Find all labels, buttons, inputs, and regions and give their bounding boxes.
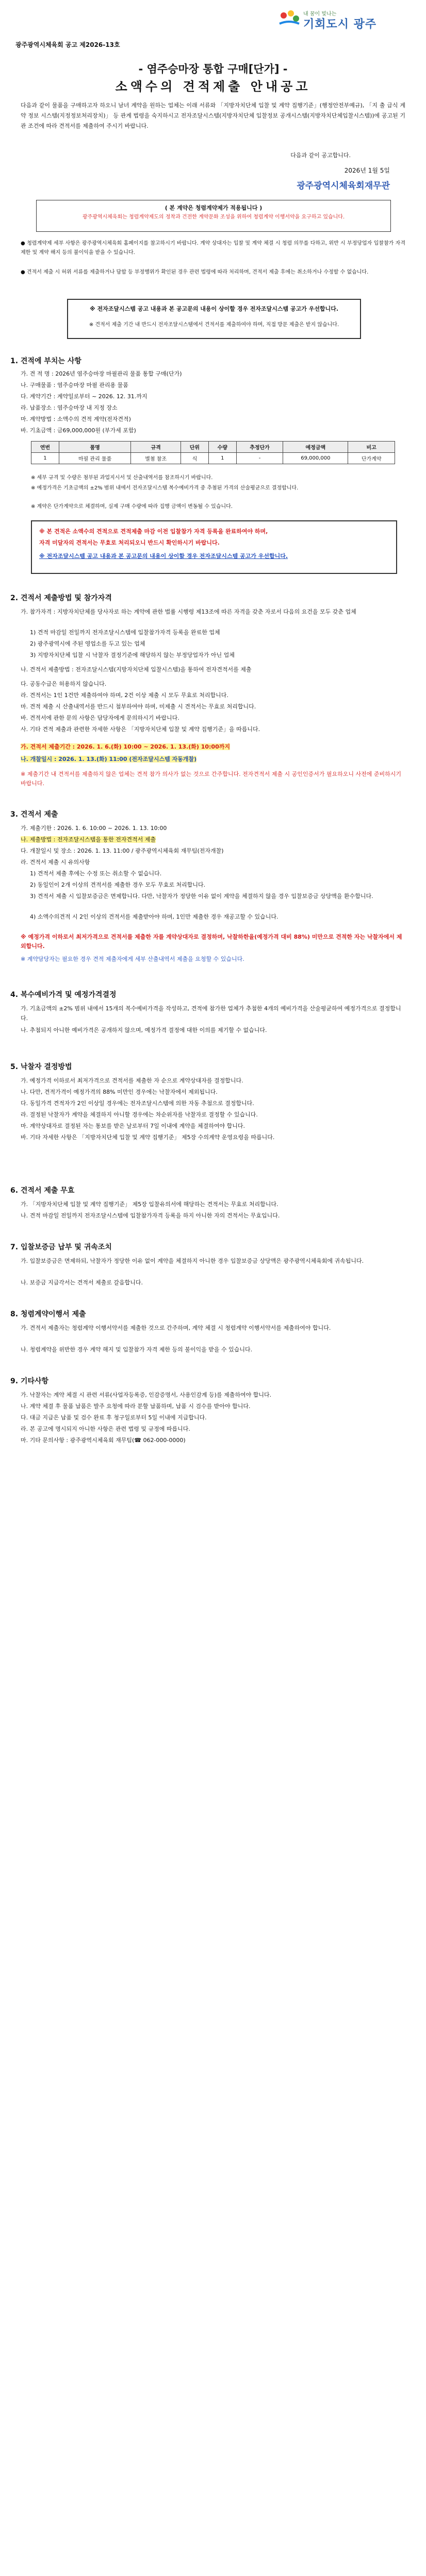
section-2-item: 3) 지방자치단체 입찰 시 낙찰자 결정기준에 해당하지 않는 부정당업자가 아닌 업체 [30,652,235,658]
section-6-item: 가. 「지방자치단체 입찰 및 계약 집행기준」 제5장 입찰유의서에 해당하는 견적서는 무효로 처리합니다. [21,1201,278,1208]
section-4-heading: 4. 복수예비가격 및 예정가격결정 [10,991,117,999]
contact-box [67,299,361,339]
table-header-cell: 규격 [131,442,181,453]
logo-text: 기회도시 광주 [303,18,377,31]
table-header-cell: 비고 [348,442,395,453]
section-7-item: 나. 보증금 지급각서는 견적서 제출로 갈음합니다. [21,1279,143,1286]
submission-period-text: 가. 견적서 제출기간 : 2026. 1. 6.(화) 10:00 ~ 2026. 1. 13.(화) 10:00까지 [21,743,230,750]
section-3-red-note: ※ 예정가격 이하로서 최저가격으로 견적서를 제출한 자를 계약상대자로 결정하며, 낙찰하한율(예정가격 대비 88%) 미만으로 견적한 자는 낙찰자에서 제외합니다. [21,934,402,950]
section-5-item: 바. 기타 자세한 사항은 「지방자치단체 입찰 및 계약 집행기준」 제5장 수의계약 운영요령을 따릅니다. [21,1134,275,1141]
section-2-item: 다. 공동수급은 허용하지 않습니다. [21,681,107,687]
intro-announce: 다음과 같이 공고합니다. [290,152,351,159]
section-5-item: 마. 계약상대자로 결정된 자는 통보를 받은 날로부터 7일 이내에 계약을 체결하여야 합니다. [21,1123,245,1129]
table-header-cell: 품명 [59,442,130,453]
section-6-item: 나. 견적 마감일 전일까지 전자조달시스템에 입찰참가자격 등록을 하지 아니한 자의 견적서는 무효입니다. [21,1212,280,1219]
table-cell: 1 [208,453,236,464]
warning-text-3: ※ 전자조달시스템 공고 내용과 본 공고문의 내용이 상이할 경우 전자조달시스템 공고가 우선합니다. [39,553,288,560]
section-3-item: 가. 제출기한 : 2026. 1. 6. 10:00 ~ 2026. 1. 13. 10:00 [21,825,167,832]
section-4-item: 나. 추첨되지 아니한 예비가격은 공개하지 않으며, 예정가격 결정에 대한 이의를 제기할 수 없습니다. [21,1027,267,1033]
section-2-item: 가. 참가자격 : 지방자치단체를 당사자로 하는 계약에 관한 법률 시행령 제13조에 따른 자격을 갖춘 자로서 다음의 요건을 모두 갖춘 업체 [21,608,356,615]
table-header-cell: 수량 [208,442,236,453]
section-5-item: 가. 예정가격 이하로서 최저가격으로 견적서를 제출한 자 순으로 계약상대자를 결정합니다. [21,1077,243,1084]
section-2-item: 나. 견적서 제출방법 : 전자조달시스템(지방자치단체 입찰시스템)을 통하여 전자견적서를 제출 [21,666,252,673]
table-header-cell: 예정금액 [283,442,348,453]
section-9-item: 나. 계약 체결 후 물품 납품은 발주 요청에 따라 분할 납품하며, 납품 시 검수를 받아야 합니다. [21,1403,251,1410]
section-3-blue-note: ※ 계약담당자는 필요한 경우 견적 제출자에게 세부 산출내역서 제출을 요청할 수 있습니다. [21,956,244,962]
section-3-item: 다. 개찰일시 및 장소 : 2026. 1. 13. 11:00 / 광주광역시체육회 재무팀(전자개찰) [21,848,224,854]
section-2-item: 2) 광주광역시에 주된 영업소를 두고 있는 업체 [30,640,145,647]
section-9-item: 다. 대금 지급은 납품 및 검수 완료 후 청구일로부터 5일 이내에 지급합니다. [21,1414,207,1421]
section-1-item: 라. 납품장소 : 염주승마장 내 지정 장소 [21,404,118,411]
section-3-item-text: 나. 제출방법 : 전자조달시스템을 통한 전자견적서 제출 [21,836,156,843]
section-1-heading: 1. 견적에 부치는 사항 [10,357,81,365]
section-1-item: 바. 기초금액 : 금69,000,000원 (부가세 포함) [21,427,136,434]
announce-date: 2026년 1월 5일 [344,167,390,174]
table-note: ※ 계약은 단가계약으로 체결하며, 실제 구매 수량에 따라 집행 금액이 변동될 수 있습니다. [31,504,233,510]
section-3-item: 1) 견적서 제출 후에는 수정 또는 취소할 수 없습니다. [30,870,162,877]
section-3-item [21,835,402,844]
section-8-item: 나. 청렴계약을 위반한 경우 계약 해지 및 입찰참가 자격 제한 등의 불이익을 받을 수 있습니다. [21,1346,253,1353]
submission-period [21,742,402,752]
document-number: 광주광역시체육회 공고 제2026-13호 [15,41,120,48]
contact-box-text-2: ※ 견적서 제출 기간 내 반드시 전자조달시스템에서 견적서를 제출하여야 하며, 직접 방문 제출은 받지 않습니다. [89,322,339,328]
section-9-item: 라. 본 공고에 명시되지 아니한 사항은 관련 법령 및 규정에 따릅니다. [21,1426,190,1432]
section-5-heading: 5. 낙찰자 결정방법 [10,1063,72,1071]
section-2-item: 사. 기타 견적 제출과 관련한 자세한 사항은 「지방자치단체 입찰 및 계약 집행기준」을 따릅니다. [21,726,260,733]
caution-text-1: ● 청렴계약제 세부 사항은 광주광역시체육회 홈페이지를 참고하시기 바랍니다. 계약 상대자는 입찰 및 계약 체결 시 청렴 의무를 다하고, 위반 시 부정당업자 입찰참가 자격 제한 및 계약 해지 등의 불이익을 받을 수 있습니다. [21,241,405,256]
section-6-heading: 6. 견적서 제출 무효 [10,1187,75,1195]
table-header-cell: 연번 [31,442,59,453]
section-2-item: 1) 견적 마감일 전일까지 전자조달시스템에 입찰참가자격 등록을 완료한 업체 [30,629,220,636]
page-title: 소액수의 견적제출 안내공고 [115,79,311,94]
issuing-org: 광주광역시체육회재무관 [297,181,390,191]
warning-text-1: ※ 본 견적은 소액수의 견적으로 견적제출 마감 이전 입찰참가 자격 등록을 완료하여야 하며, [39,528,268,535]
section-1-item: 가. 견 적 명 : 2026년 염주승마장 마필관리 물품 통합 구매(단가) [21,370,182,377]
item-table [31,441,395,464]
section-9-item: 마. 기타 문의사항 : 광주광역시체육회 재무팀(☎ 062-000-0000) [21,1437,186,1444]
page-subtitle: - 염주승마장 통합 구매[단가] - [138,63,288,75]
section-9-heading: 9. 기타사항 [10,1377,49,1385]
section-5-item: 다. 동일가격 견적자가 2인 이상일 경우에는 전자조달시스템에 의한 자동 추첨으로 결정합니다. [21,1100,254,1107]
section-8-item: 가. 견적서 제출자는 청렴계약 이행서약서를 제출한 것으로 간주하며, 계약 체결 시 청렴계약 이행서약서를 제출하여야 합니다. [21,1325,331,1331]
section-9-item: 가. 낙찰자는 계약 체결 시 관련 서류(사업자등록증, 인감증명서, 사용인감계 등)를 제출하여야 합니다. [21,1392,272,1398]
section-3-heading: 3. 견적서 제출 [10,810,58,819]
section-7-heading: 7. 입찰보증금 납부 및 귀속조치 [10,1243,112,1251]
table-header-cell: 추정단가 [236,442,283,453]
integrity-notice-text: 광주광역시체육회는 청렴계약제도의 정착과 건전한 계약문화 조성을 위하여 청렴계약 이행서약을 요구하고 있습니다. [82,214,345,220]
section-5-item: 나. 다만, 견적가격이 예정가격의 88% 미만인 경우에는 낙찰자에서 제외됩니다. [21,1089,218,1095]
section-4-item: 가. 기초금액의 ±2% 범위 내에서 15개의 복수예비가격을 작성하고, 견적에 참가한 업체가 추첨한 4개의 예비가격을 산술평균하여 예정가격으로 결정합니다. [21,1005,401,1022]
table-cell: 식 [181,453,208,464]
table-header-cell: 단위 [181,442,208,453]
logo-slogan: 내 꿈이 빛나는 [303,11,337,17]
section-1-item: 다. 계약기간 : 계약일로부터 ~ 2026. 12. 31.까지 [21,393,148,400]
section-3-item: 2) 동일인이 2개 이상의 견적서를 제출한 경우 모두 무효로 처리합니다. [30,882,206,888]
table-cell: 단가계약 [348,453,395,464]
warning-box [31,520,397,574]
section-2-heading: 2. 견적서 제출방법 및 참가자격 [10,594,112,602]
section-2-item: 마. 견적 제출 시 산출내역서를 반드시 첨부하여야 하며, 미제출 시 견적서는 무효로 처리합니다. [21,703,256,710]
city-logo-icon [276,8,301,29]
table-cell: - [236,453,283,464]
section-2-item: 바. 견적서에 관한 문의 사항은 담당자에게 문의하시기 바랍니다. [21,715,179,721]
city-logo [276,7,395,32]
section-3-item: 라. 견적서 제출 시 유의사항 [21,859,90,866]
section-7-item: 가. 입찰보증금은 면제하되, 낙찰자가 정당한 이유 없이 계약을 체결하지 아니한 경우 입찰보증금 상당액은 광주광역시체육회에 귀속됩니다. [21,1258,364,1264]
section-3-item: 4) 소액수의견적 시 2인 이상의 견적서를 제출받아야 하며, 1인만 제출한 경우 재공고할 수 있습니다. [30,913,278,920]
contact-box-text-1: ※ 전자조달시스템 공고 내용과 본 공고문의 내용이 상이할 경우 전자조달시스템 공고가 우선합니다. [89,306,339,312]
section-3-item: 3) 견적서 제출 시 입찰보증금은 면제합니다. 다만, 낙찰자가 정당한 이유 없이 계약을 체결하지 않을 경우 입찰보증금 상당액을 환수합니다. [30,893,373,900]
table-cell: 별첨 참조 [131,453,181,464]
table-cell: 69,000,000 [283,453,348,464]
section-5-item: 라. 결정된 낙찰자가 계약을 체결하지 아니할 경우에는 차순위자를 낙찰자로 결정할 수 있습니다. [21,1111,258,1118]
table-cell: 1 [31,453,59,464]
table-note: ※ 예정가격은 기초금액의 ±2% 범위 내에서 전자조달시스템 복수예비가격 중 추첨된 가격의 산술평균으로 결정합니다. [31,485,299,491]
integrity-notice-box [36,200,391,232]
item-table-header [31,442,395,453]
section-1-item: 마. 계약방법 : 소액수의 견적 계약(전자견적) [21,416,131,422]
table-cell: 마필 관리 물품 [59,453,130,464]
opening-datetime [21,754,402,764]
submission-red-note: ※ 제출기간 내 견적서를 제출하지 않은 업체는 견적 참가 의사가 없는 것으로 간주합니다. 전자견적서 제출 시 공인인증서가 필요하오니 사전에 준비하시기 바랍니다. [21,771,401,787]
integrity-notice-title: ( 본 계약은 청렴계약제가 적용됩니다 ) [165,205,263,211]
section-2-item: 라. 견적서는 1인 1건만 제출하여야 하며, 2건 이상 제출 시 모두 무효로 처리합니다. [21,692,228,699]
section-1-item: 나. 구매물품 : 염주승마장 마필 관리용 물품 [21,382,128,388]
caution-text-2: ● 견적서 제출 시 허위 서류를 제출하거나 담합 등 부정행위가 확인된 경우 관련 법령에 따라 처리하며, 견적서 제출 후에는 취소하거나 수정할 수 없습니다. [21,269,369,275]
table-note: ※ 세부 규격 및 수량은 첨부된 과업지시서 및 산출내역서를 참조하시기 바랍니다. [31,475,213,481]
table-row [31,453,395,464]
opening-datetime-text: 나. 개찰일시 : 2026. 1. 13.(화) 11:00 (전자조달시스템 자동개찰) [21,756,197,762]
intro-paragraph: 다음과 같이 물품을 구매하고자 하오니 남녀 계약을 원하는 업체는 이래 서류와 「지방자치단체 입찰 및 계약 집행기준」(행정안전부예규), 「지 출 급식 계약 정보 시스템(지정정보처리장치)」 등 관계 법령을 숙지하시고 전자조달시스템(지방자치단체 입찰정보 공개시스템(지방자치단체입찰시스템))에 공고된 기관 조건에 따라 견적서를 제출하여 주시기 바랍니다. [21,102,405,129]
warning-text-2: 자격 미달자의 견적서는 무효로 처리되오니 반드시 확인하시기 바랍니다. [39,539,220,546]
section-8-heading: 8. 청렴계약이행서 제출 [10,1310,86,1318]
